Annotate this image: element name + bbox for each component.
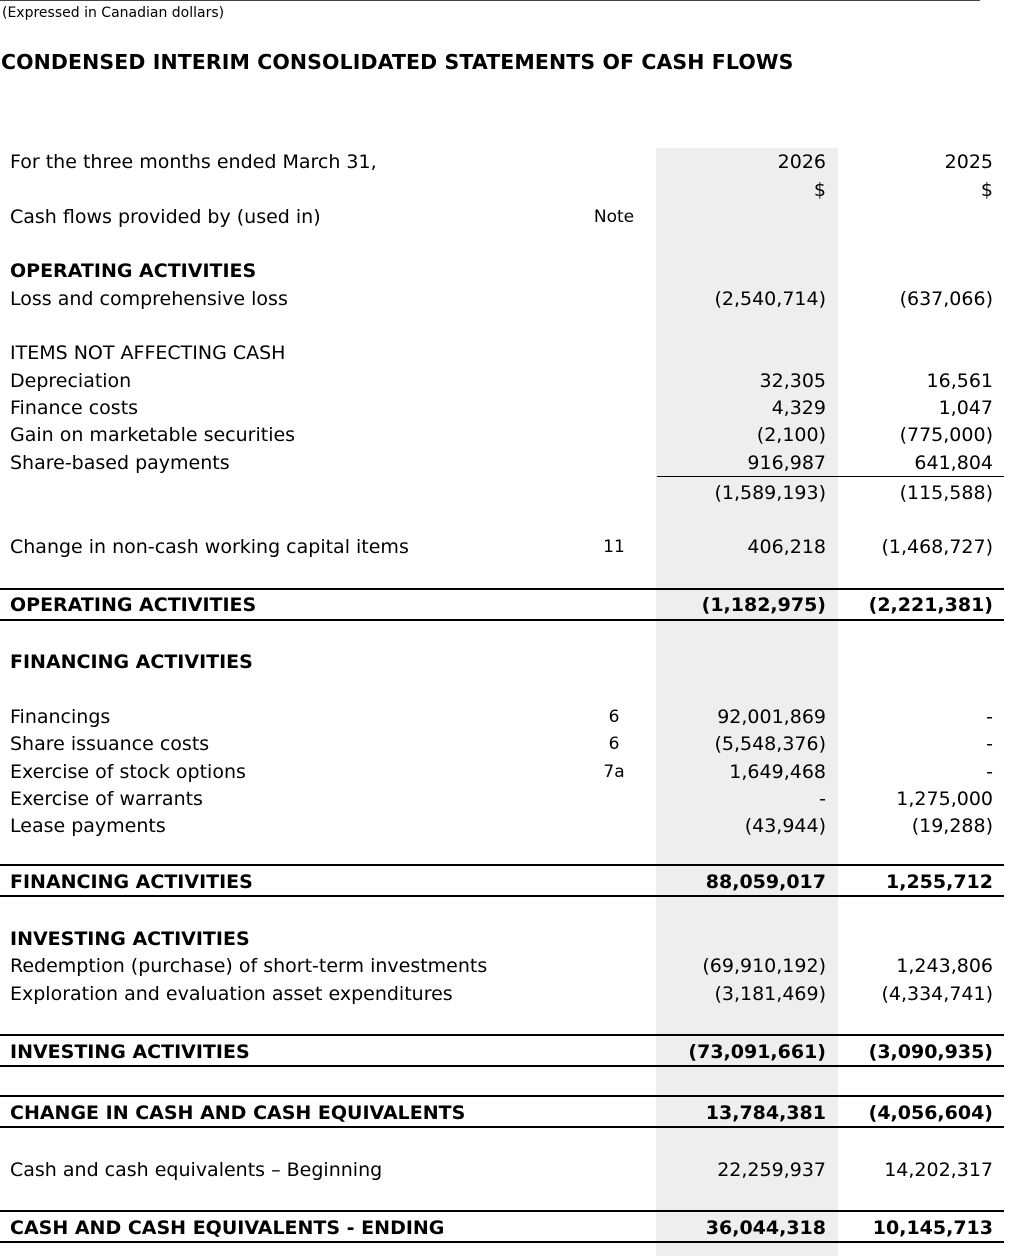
total-label: INVESTING ACTIVITIES [10, 1041, 250, 1063]
value-2026: (1,589,193) [714, 482, 826, 504]
value-2025: - [986, 733, 993, 755]
value-2026: 1,649,468 [729, 761, 826, 783]
note-ref: 11 [603, 537, 625, 557]
value-2026: 4,329 [771, 397, 826, 419]
value-2025: (775,000) [899, 424, 993, 446]
total-label: CHANGE IN CASH AND CASH EQUIVALENTS [10, 1102, 466, 1124]
total-2025: 1,255,712 [886, 871, 993, 893]
total-bottom-rule [0, 619, 1004, 621]
table-row [0, 367, 1004, 395]
total-bottom-rule [0, 1065, 1004, 1067]
total-bottom-rule [0, 1126, 1004, 1128]
value-2026: 92,001,869 [717, 706, 826, 728]
total-top-rule [0, 1034, 1004, 1036]
beginning-cash-row [0, 1156, 1004, 1184]
value-2025: (4,334,741) [881, 983, 993, 1005]
total-2026: 36,044,318 [705, 1217, 826, 1239]
table-row [0, 421, 1004, 449]
table-row [0, 785, 1004, 813]
value-2025: - [986, 706, 993, 728]
cash-flows-label: Cash flows provided by (used in) [10, 206, 321, 228]
currency-header-row [0, 176, 1004, 204]
value-2026: (3,181,469) [714, 983, 826, 1005]
cash-flows-header-row [0, 203, 1004, 231]
total-label: CASH AND CASH EQUIVALENTS - ENDING [10, 1217, 445, 1239]
total-top-rule [0, 1095, 1004, 1097]
table-row [0, 980, 1004, 1008]
note-ref: 7a [603, 762, 625, 782]
total-top-rule [0, 588, 1004, 590]
table-row [0, 758, 1004, 786]
value-2026: 22,259,937 [717, 1159, 826, 1181]
row-label: Gain on marketable securities [10, 424, 296, 446]
value-2025: - [986, 761, 993, 783]
table-row [0, 952, 1004, 980]
investing-heading-row [0, 925, 1004, 953]
value-2025: 641,804 [914, 452, 993, 474]
operating-heading: OPERATING ACTIVITIES [10, 260, 257, 282]
total-2025: (2,221,381) [868, 594, 993, 616]
value-2025: (1,468,727) [881, 536, 993, 558]
total-2025: 10,145,713 [872, 1217, 993, 1239]
currency-2025: $ [980, 179, 993, 201]
financing-heading-row [0, 648, 1004, 676]
total-2026: (73,091,661) [688, 1041, 826, 1063]
value-2026: (5,548,376) [714, 733, 826, 755]
current-year-column-shading [656, 148, 838, 1256]
top-rule [0, 0, 980, 1]
value-2025: 1,243,806 [896, 955, 993, 977]
total-2025: (4,056,604) [868, 1102, 993, 1124]
value-2026: (2,100) [756, 424, 826, 446]
investing-heading: INVESTING ACTIVITIES [10, 928, 250, 950]
operating-heading-row [0, 257, 1004, 285]
total-top-rule [0, 1210, 1004, 1212]
change-in-cash-row [0, 1099, 1004, 1127]
financing-total-row [0, 868, 1004, 896]
investing-total-row [0, 1038, 1004, 1066]
row-label: Share issuance costs [10, 733, 210, 755]
financing-heading: FINANCING ACTIVITIES [10, 651, 253, 673]
row-label: Exercise of warrants [10, 788, 203, 810]
value-2026: - [819, 788, 826, 810]
row-label: Finance costs [10, 397, 139, 419]
row-label: Share-based payments [10, 452, 230, 474]
value-2025: 1,275,000 [896, 788, 993, 810]
row-label: Financings [10, 706, 111, 728]
table-row [0, 285, 1004, 313]
subtotal-row [0, 479, 1004, 507]
total-bottom-rule [0, 895, 1004, 897]
total-2026: (1,182,975) [701, 594, 826, 616]
value-2025: (19,288) [911, 815, 993, 837]
value-2025: (115,588) [899, 482, 993, 504]
value-2026: (2,540,714) [714, 288, 826, 310]
table-row [0, 394, 1004, 422]
operating-total-row [0, 591, 1004, 619]
total-bottom-rule [0, 1241, 1004, 1243]
items-heading: ITEMS NOT AFFECTING CASH [10, 342, 286, 364]
value-2026: (43,944) [744, 815, 826, 837]
total-2026: 13,784,381 [705, 1102, 826, 1124]
total-label: OPERATING ACTIVITIES [10, 594, 257, 616]
row-label: Change in non-cash working capital items [10, 536, 409, 558]
table-row [0, 703, 1004, 731]
statement-title: CONDENSED INTERIM CONSOLIDATED STATEMENTS OF CASH FLOWS [1, 50, 794, 74]
value-2026: 406,218 [747, 536, 826, 558]
value-2025: 16,561 [926, 370, 993, 392]
note-header: Note [593, 207, 635, 227]
row-label: Exploration and evaluation asset expenditures [10, 983, 453, 1005]
row-label: Redemption (purchase) of short-term investments [10, 955, 488, 977]
year-2026-header: 2026 [777, 151, 826, 173]
period-label: For the three months ended March 31, [10, 151, 377, 173]
total-2026: 88,059,017 [705, 871, 826, 893]
row-label: Exercise of stock options [10, 761, 246, 783]
total-top-rule [0, 864, 1004, 866]
table-row [0, 533, 1004, 561]
note-ref: 6 [608, 707, 620, 727]
items-not-affecting-cash-row [0, 339, 1004, 367]
value-2026: 916,987 [747, 452, 826, 474]
year-2025-header: 2025 [944, 151, 993, 173]
table-row [0, 449, 1004, 477]
value-2025: 14,202,317 [884, 1159, 993, 1181]
ending-cash-row [0, 1214, 1004, 1242]
value-2026: 32,305 [759, 370, 826, 392]
table-row [0, 730, 1004, 758]
value-2025: (637,066) [899, 288, 993, 310]
row-label: Depreciation [10, 370, 132, 392]
period-header-row [0, 148, 1004, 176]
currency-2026: $ [813, 179, 826, 201]
row-label: Cash and cash equivalents – Beginning [10, 1159, 383, 1181]
row-label: Loss and comprehensive loss [10, 288, 288, 310]
value-2026: (69,910,192) [702, 955, 826, 977]
total-2025: (3,090,935) [868, 1041, 993, 1063]
currency-note: (Expressed in Canadian dollars) [2, 5, 225, 21]
note-ref: 6 [608, 734, 620, 754]
total-label: FINANCING ACTIVITIES [10, 871, 253, 893]
subtotal-rule [657, 476, 1004, 477]
value-2025: 1,047 [938, 397, 993, 419]
row-label: Lease payments [10, 815, 166, 837]
table-row [0, 812, 1004, 840]
